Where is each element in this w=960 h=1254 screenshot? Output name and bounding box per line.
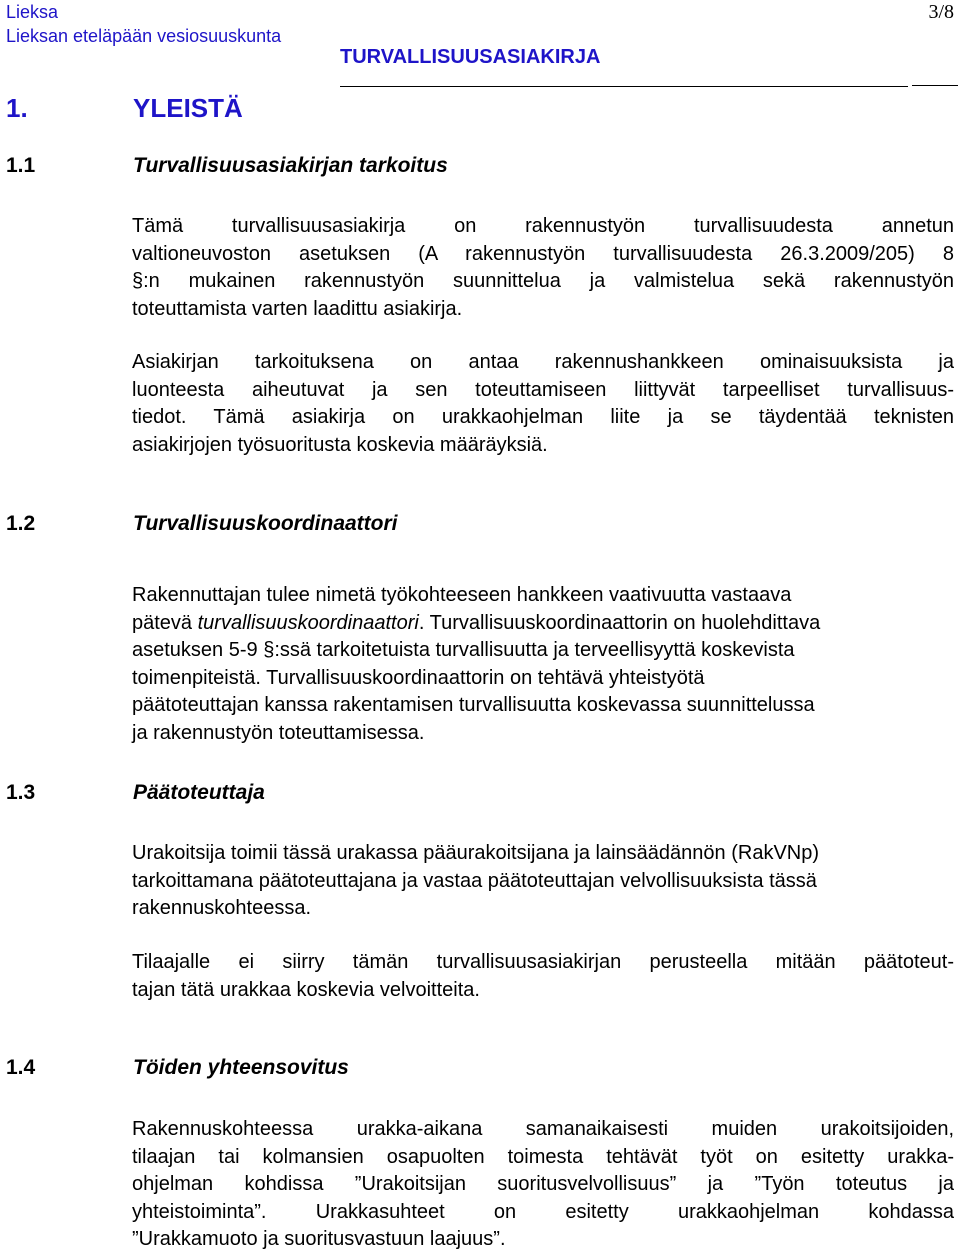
text-line: Rakennuttajan tulee nimetä työkohteeseen hankkeen vaativuutta vastaava — [132, 584, 792, 606]
text-line: ”Urakkamuoto ja suoritusvastuun laajuus”. — [132, 1228, 506, 1250]
header-rule — [340, 86, 908, 87]
subsection-title: Turvallisuusasiakirjan tarkoitus — [133, 154, 448, 177]
subsection-heading-1-1 — [6, 153, 448, 179]
italic-term: turvallisuuskoordinaattori — [197, 611, 419, 634]
text-line: toteuttamista varten laadittu asiakirja. — [132, 297, 463, 320]
text-line: ohjelman kohdissa ”Urakoitsijan suoritusvelvollisuus” ja ”Työn toteutus ja — [132, 1173, 954, 1195]
text-line: valtioneuvoston asetuksen (A rakennustyön turvallisuudesta 26.3.2009/205) 8 — [132, 242, 954, 265]
paragraph-coordinator — [132, 582, 954, 747]
text-line: tiedot. Tämä asiakirja on urakkaohjelman liite ja se täydentää teknisten — [132, 406, 954, 428]
section-title: YLEISTÄ — [133, 93, 243, 123]
subsection-number: 1.3 — [6, 781, 36, 804]
paragraph-client — [132, 949, 954, 1004]
header-municipality: Lieksa — [6, 2, 59, 22]
subsection-heading-1-4 — [6, 1055, 349, 1081]
section-heading-yleista — [6, 93, 243, 124]
text-line: tarkoittamana päätoteuttajana ja vastaa päätoteuttajan velvollisuuksista tässä — [132, 869, 817, 892]
subsection-number: 1.1 — [6, 154, 36, 177]
subsection-number: 1.2 — [6, 512, 36, 535]
paragraph-purpose — [132, 213, 954, 323]
text-fragment: pätevä — [132, 611, 198, 634]
text-line: ja rakennustyön toteuttamisessa. — [132, 721, 425, 744]
text-line: asiakirjojen työsuoritusta koskevia määräyksiä. — [132, 433, 548, 456]
text-line: tilaajan tai kolmansien osapuolten toimesta tehtävät työt on esitetty urakka- — [132, 1145, 954, 1168]
text-line: rakennuskohteessa. — [132, 897, 312, 919]
header-document-title: TURVALLISUUSASIAKIRJA — [340, 46, 601, 68]
text-line: yhteistoiminta”. Urakkasuhteet on esitetty urakkaohjelman kohdassa — [132, 1200, 954, 1223]
paragraph-main-contractor — [132, 840, 954, 923]
text-line — [132, 610, 954, 638]
text-line: luonteesta aiheutuvat ja sen toteuttamiseen liittyvät tarpeelliset turvallisuus- — [132, 378, 954, 401]
text-line: päätoteuttajan kanssa rakentamisen turvallisuutta koskevassa suunnittelussa — [132, 694, 815, 716]
text-line: tajan tätä urakkaa koskevia velvoitteita. — [132, 978, 480, 1001]
text-fragment: . Turvallisuuskoordinaattorin on huolehdittava — [418, 611, 821, 634]
paragraph-aim — [132, 349, 954, 459]
subsection-title: Töiden yhteensovitus — [133, 1056, 349, 1079]
text-line: toimenpiteistä. Turvallisuuskoordinaattorin on tehtävä yhteistyötä — [132, 666, 705, 689]
text-line: Urakoitsija toimii tässä urakassa pääurakoitsijana ja lainsäädännön (RakVNp) — [132, 842, 820, 864]
subsection-heading-1-3 — [6, 780, 265, 806]
text-line: §:n mukainen rakennustyön suunnittelua ja valmistelua sekä rakennustyön — [132, 270, 954, 292]
subsection-title: Päätoteuttaja — [133, 781, 265, 804]
header-organization: Lieksan eteläpään vesiosuuskunta — [6, 26, 282, 46]
page-number: 3/8 — [928, 1, 954, 23]
text-line: asetuksen 5-9 §:ssä tarkoitetuista turvallisuutta ja terveellisyyttä koskevista — [132, 639, 795, 661]
text-line: Tämä turvallisuusasiakirja on rakennustyön turvallisuudesta annetun — [132, 215, 954, 237]
header-rule-end — [912, 85, 958, 86]
paragraph-coordination — [132, 1116, 954, 1254]
page-header — [6, 0, 426, 48]
subsection-heading-1-2 — [6, 511, 398, 537]
text-line: Asiakirjan tarkoituksena on antaa rakennushankkeen ominaisuuksista ja — [132, 351, 954, 373]
text-line: Rakennuskohteessa urakka-aikana samanaikaisesti muiden urakoitsijoiden, — [132, 1118, 954, 1140]
section-number: 1. — [6, 93, 28, 123]
subsection-title: Turvallisuuskoordinaattori — [133, 512, 398, 535]
text-line: Tilaajalle ei siirry tämän turvallisuusasiakirjan perusteella mitään päätoteut- — [132, 951, 954, 973]
subsection-number: 1.4 — [6, 1056, 36, 1079]
